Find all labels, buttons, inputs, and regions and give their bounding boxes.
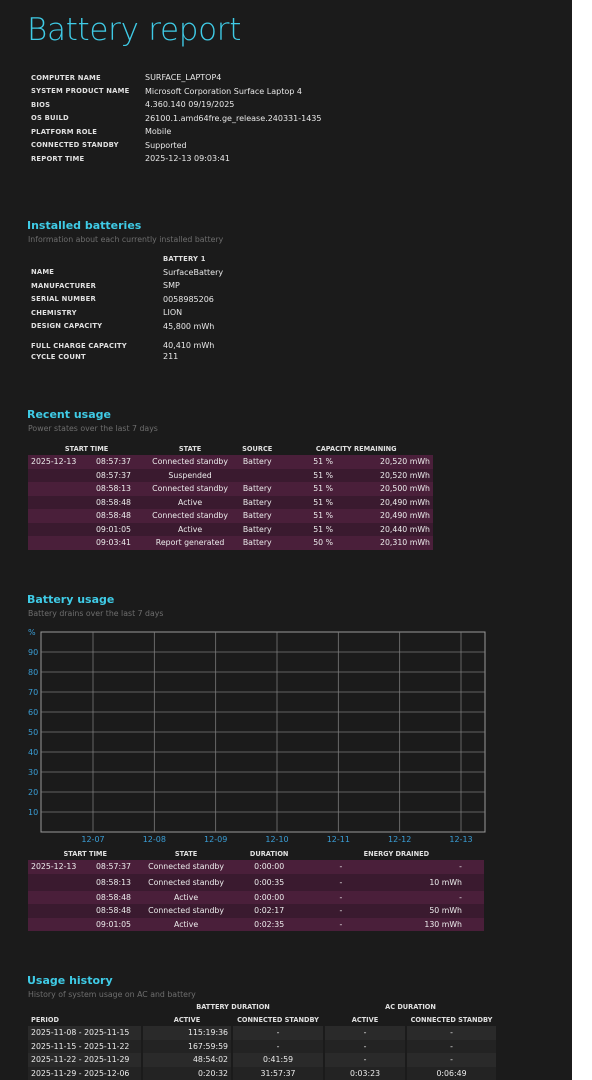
- start-time-cell: [28, 455, 145, 469]
- system-row: [31, 125, 321, 139]
- battery-usage-heading: Battery usage: [27, 593, 115, 606]
- start-time: 08:58:48: [95, 511, 131, 521]
- battery-active-cell: 167:59:59: [142, 1040, 232, 1054]
- source-cell: [235, 469, 279, 483]
- period-cell: 2025-11-22 - 2025-11-29: [28, 1053, 142, 1067]
- battery-usage-row: [28, 874, 484, 891]
- battery-key: DESIGN CAPACITY: [31, 322, 103, 331]
- battery-row: [31, 333, 223, 350]
- source-cell: Battery: [235, 455, 279, 469]
- battery-key: FULL CHARGE CAPACITY: [31, 342, 127, 350]
- state-cell: Active: [145, 523, 235, 537]
- system-value[interactable]: 2025-12-13 09:03:41: [145, 154, 230, 164]
- battery-value[interactable]: SurfaceBattery: [163, 267, 224, 277]
- battery-active-cell: 48:54:02: [142, 1053, 232, 1067]
- y-tick-label: 70: [28, 688, 39, 697]
- recent-usage-row: [28, 482, 433, 496]
- start-date: 2025-12-13: [31, 862, 77, 872]
- energy-mwh-cell: 10 mWh: [373, 874, 484, 891]
- recent-usage-row: [28, 469, 433, 483]
- recent-usage-row: [28, 455, 433, 469]
- energy-percent-cell: -: [309, 860, 373, 874]
- start-time-cell: [28, 523, 145, 537]
- battery-value[interactable]: SMP: [163, 281, 180, 291]
- recent-usage-row: [28, 509, 433, 523]
- capacity-mwh-cell: 20,490 mWh: [336, 496, 433, 510]
- start-time-cell: [28, 874, 143, 891]
- start-time-cell: [28, 918, 143, 932]
- col-start-time: START TIME: [63, 849, 107, 858]
- col-source: SOURCE: [242, 444, 273, 453]
- state-cell: Connected standby: [143, 904, 230, 918]
- system-value[interactable]: Supported: [145, 140, 187, 150]
- duration-cell: 0:00:00: [230, 891, 309, 905]
- col-capacity-remaining: CAPACITY REMAINING: [315, 444, 397, 453]
- start-time-cell: [28, 860, 143, 874]
- usage-history-row: [28, 1040, 497, 1054]
- state-cell: Active: [143, 918, 230, 932]
- ac-duration-group: AC DURATION: [385, 1002, 436, 1011]
- battery-row: [31, 320, 223, 334]
- ac-active-cell: -: [324, 1026, 406, 1040]
- recent-usage-heading: Recent usage: [27, 408, 111, 421]
- start-time: 08:58:13: [95, 484, 131, 494]
- x-tick-label: 12-11: [326, 835, 350, 844]
- source-cell: Battery: [235, 536, 279, 550]
- system-info-table: [31, 71, 321, 166]
- usage-history-table: [28, 1000, 498, 1080]
- recent-usage-row: [28, 496, 433, 510]
- system-key: SYSTEM PRODUCT NAME: [31, 87, 130, 96]
- x-tick-label: 12-10: [265, 835, 289, 844]
- duration-cell: 0:02:35: [230, 918, 309, 932]
- battery-active-cell: 0:20:32: [142, 1067, 232, 1080]
- energy-mwh-cell: -: [373, 860, 484, 874]
- y-tick-label: 90: [28, 648, 39, 657]
- start-time: 08:58:48: [95, 906, 131, 916]
- duration-cell: 0:00:35: [230, 874, 309, 891]
- capacity-percent-cell: 51 %: [279, 496, 336, 510]
- system-row: [31, 152, 321, 166]
- system-value[interactable]: SURFACE_LAPTOP4: [145, 73, 222, 83]
- source-cell: Battery: [235, 496, 279, 510]
- ac-active-cell: -: [324, 1053, 406, 1067]
- duration-cell: 0:00:00: [230, 860, 309, 874]
- ac-standby-cell: 0:06:49: [406, 1067, 497, 1080]
- ac-standby-cell: -: [406, 1026, 497, 1040]
- start-time-cell: [28, 482, 145, 496]
- state-cell: Connected standby: [145, 509, 235, 523]
- y-tick-label: 10: [28, 808, 39, 817]
- capacity-mwh-cell: 20,440 mWh: [336, 523, 433, 537]
- energy-mwh-cell: 50 mWh: [373, 904, 484, 918]
- capacity-percent-cell: 51 %: [279, 455, 336, 469]
- installed-batteries-heading: Installed batteries: [27, 219, 142, 232]
- battery-key: MANUFACTURER: [31, 281, 97, 290]
- col-ac-active: ACTIVE: [351, 1015, 379, 1024]
- ac-active-cell: 0:03:23: [324, 1067, 406, 1080]
- system-key: OS BUILD: [31, 114, 69, 123]
- source-cell: Battery: [235, 482, 279, 496]
- battery-standby-cell: 31:57:37: [232, 1067, 324, 1080]
- battery-key: NAME: [31, 268, 55, 277]
- battery-standby-cell: 0:41:59: [232, 1053, 324, 1067]
- start-time-cell: [28, 469, 145, 483]
- ac-standby-cell: -: [406, 1040, 497, 1054]
- start-time-cell: [28, 904, 143, 918]
- source-cell: Battery: [235, 509, 279, 523]
- start-time: 09:01:05: [95, 919, 131, 929]
- usage-history-row: [28, 1067, 497, 1080]
- battery-duration-group: BATTERY DURATION: [196, 1002, 270, 1011]
- system-value[interactable]: 4.360.140 09/19/2025: [145, 100, 235, 110]
- period-cell: 2025-11-15 - 2025-11-22: [28, 1040, 142, 1054]
- capacity-percent-cell: 51 %: [279, 469, 336, 483]
- state-cell: Suspended: [145, 469, 235, 483]
- x-tick-label: 12-08: [142, 835, 166, 844]
- x-tick-label: 12-13: [449, 835, 473, 844]
- y-tick-label: 50: [28, 728, 39, 737]
- system-key: REPORT TIME: [31, 154, 85, 163]
- col-duration: DURATION: [249, 849, 289, 858]
- col-start-time: START TIME: [64, 444, 109, 453]
- col-ac-connected-standby: CONNECTED STANDBY: [410, 1015, 493, 1024]
- usage-history-subtitle: History of system usage on AC and battery: [28, 990, 196, 999]
- start-date: 2025-12-13: [31, 457, 77, 467]
- x-tick-label: 12-07: [81, 835, 105, 844]
- installed-batteries-table: [31, 252, 223, 364]
- capacity-mwh-cell: 20,520 mWh: [336, 469, 433, 483]
- system-row: [31, 85, 321, 99]
- col-battery-active: ACTIVE: [173, 1015, 201, 1024]
- y-tick-label: 30: [28, 768, 39, 777]
- state-cell: Connected standby: [145, 455, 235, 469]
- system-row: [31, 71, 321, 85]
- battery-usage-row: [28, 918, 484, 932]
- start-time: 09:03:41: [95, 538, 131, 548]
- ac-active-cell: -: [324, 1040, 406, 1054]
- battery-value[interactable]: 45,800 mWh: [163, 321, 215, 331]
- system-row: [31, 98, 321, 112]
- period-cell: 2025-11-29 - 2025-12-06: [28, 1067, 142, 1080]
- start-time-cell: [28, 536, 145, 550]
- energy-percent-cell: -: [309, 904, 373, 918]
- col-state: STATE: [178, 444, 202, 453]
- recent-usage-row: [28, 536, 433, 550]
- capacity-percent-cell: 51 %: [279, 482, 336, 496]
- start-time: 08:57:37: [95, 862, 131, 872]
- battery-value[interactable]: 0058985206: [163, 294, 214, 304]
- system-value[interactable]: Mobile: [145, 127, 172, 137]
- y-axis-label: %: [28, 628, 36, 637]
- battery-standby-cell: -: [232, 1026, 324, 1040]
- usage-history-row: [28, 1026, 497, 1040]
- battery-row: [31, 266, 223, 280]
- x-tick-label: 12-09: [204, 835, 228, 844]
- y-tick-label: 20: [28, 788, 39, 797]
- battery-key: SERIAL NUMBER: [31, 295, 96, 304]
- capacity-percent-cell: 51 %: [279, 523, 336, 537]
- system-value[interactable]: Microsoft Corporation Surface Laptop 4: [145, 86, 302, 96]
- battery-row: [31, 293, 223, 307]
- battery-usage-row: [28, 860, 484, 874]
- capacity-percent-cell: 51 %: [279, 509, 336, 523]
- system-key: CONNECTED STANDBY: [31, 141, 119, 150]
- start-time: 08:58:48: [95, 892, 131, 902]
- battery-usage-table: [28, 847, 484, 931]
- installed-batteries-subtitle: Information about each currently installed battery: [28, 235, 224, 244]
- system-row: [31, 139, 321, 153]
- battery-value[interactable]: 211: [163, 352, 179, 362]
- battery-value[interactable]: 40,410 mWh: [163, 341, 215, 350]
- state-cell: Connected standby: [143, 860, 230, 874]
- battery-usage-row: [28, 904, 484, 918]
- state-cell: Active: [145, 496, 235, 510]
- start-time-cell: [28, 891, 143, 905]
- battery-column-header: BATTERY 1: [163, 254, 206, 263]
- system-key: COMPUTER NAME: [31, 73, 101, 82]
- col-battery-connected-standby: CONNECTED STANDBY: [237, 1015, 319, 1024]
- battery-key: CYCLE COUNT: [31, 352, 86, 361]
- capacity-mwh-cell: 20,310 mWh: [336, 536, 433, 550]
- start-time: 09:01:05: [95, 524, 131, 534]
- recent-usage-table: [28, 442, 433, 550]
- battery-row: [31, 306, 223, 320]
- system-key: PLATFORM ROLE: [31, 127, 98, 136]
- y-tick-label: 80: [28, 668, 39, 677]
- period-cell: 2025-11-08 - 2025-11-15: [28, 1026, 142, 1040]
- duration-cell: 0:02:17: [230, 904, 309, 918]
- state-cell: Active: [143, 891, 230, 905]
- usage-history-row: [28, 1053, 497, 1067]
- recent-usage-row: [28, 523, 433, 537]
- y-tick-label: 40: [28, 748, 39, 757]
- start-time: 08:57:37: [95, 470, 131, 480]
- usage-history-heading: Usage history: [27, 974, 113, 987]
- y-tick-label: 60: [28, 708, 39, 717]
- start-time: 08:58:48: [95, 497, 131, 507]
- start-time-cell: [28, 496, 145, 510]
- energy-mwh-cell: -: [373, 891, 484, 905]
- system-row: [31, 112, 321, 126]
- battery-key: CHEMISTRY: [31, 308, 77, 317]
- capacity-mwh-cell: 20,500 mWh: [336, 482, 433, 496]
- source-cell: Battery: [235, 523, 279, 537]
- recent-usage-subtitle: Power states over the last 7 days: [28, 424, 158, 433]
- start-time: 08:58:13: [95, 877, 131, 887]
- battery-active-cell: 115:19:36: [142, 1026, 232, 1040]
- col-period: PERIOD: [31, 1015, 59, 1024]
- x-tick-label: 12-12: [388, 835, 412, 844]
- system-value[interactable]: 26100.1.amd64fre.ge_release.240331-1435: [145, 113, 322, 123]
- state-cell: Connected standby: [143, 874, 230, 891]
- ac-standby-cell: -: [406, 1053, 497, 1067]
- battery-standby-cell: -: [232, 1040, 324, 1054]
- state-cell: Connected standby: [145, 482, 235, 496]
- battery-usage-chart: [27, 624, 497, 844]
- energy-percent-cell: -: [309, 918, 373, 932]
- start-time-cell: [28, 509, 145, 523]
- capacity-mwh-cell: 20,490 mWh: [336, 509, 433, 523]
- system-key: BIOS: [31, 100, 51, 109]
- battery-value[interactable]: LION: [163, 308, 183, 318]
- energy-percent-cell: -: [309, 874, 373, 891]
- page-title: Battery report: [27, 12, 242, 48]
- energy-percent-cell: -: [309, 891, 373, 905]
- col-state: STATE: [174, 849, 198, 858]
- capacity-mwh-cell: 20,520 mWh: [336, 455, 433, 469]
- battery-header-row: [31, 252, 223, 266]
- col-energy-drained: ENERGY DRAINED: [363, 849, 430, 858]
- battery-row: [31, 350, 223, 364]
- battery-usage-subtitle: Battery drains over the last 7 days: [28, 609, 164, 618]
- battery-row: [31, 279, 223, 293]
- capacity-percent-cell: 50 %: [279, 536, 336, 550]
- start-time: 08:57:37: [95, 457, 131, 467]
- battery-usage-row: [28, 891, 484, 905]
- energy-mwh-cell: 130 mWh: [373, 918, 484, 932]
- state-cell: Report generated: [145, 536, 235, 550]
